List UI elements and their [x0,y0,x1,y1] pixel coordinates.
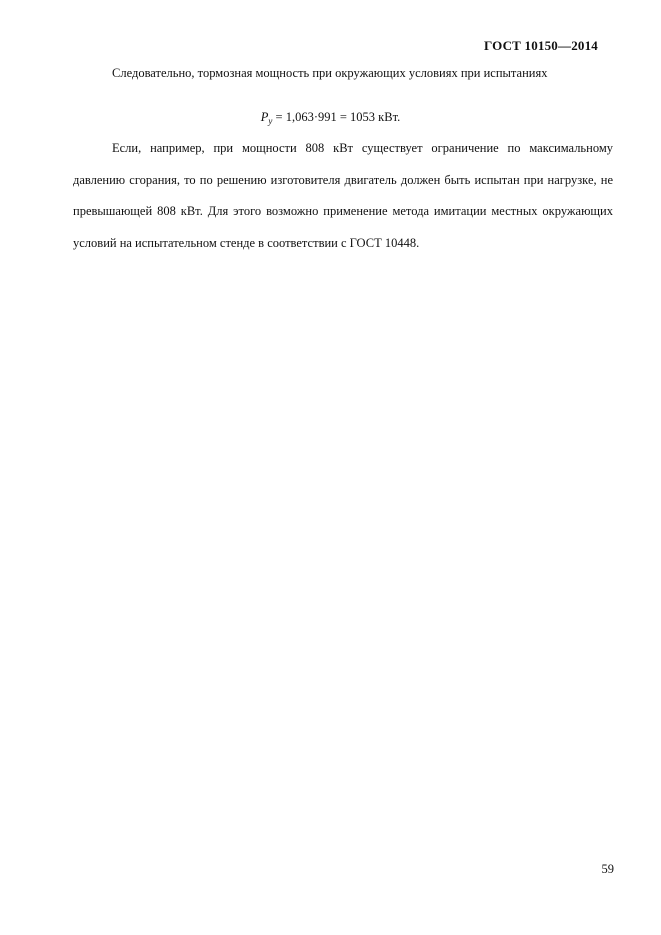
intro-line: Следовательно, тормозная мощность при окружающих условиях при испытаниях [112,66,548,80]
formula-expression: = 1,063·991 = 1053 кВт. [272,110,401,124]
body-paragraph: Если, например, при мощности 808 кВт существует ограничение по максимальному давлению сгорания, то по решению изготовителя двигатель должен быть испытан при нагрузке, не превышающей 808 кВт. Для этого возможно применение метода имитации местных окружающих условий на испытательном стенде в соответствии с ГОСТ 10448. [73,141,613,250]
page-number: 59 [601,862,614,876]
formula-subscript: y [268,116,273,126]
standard-code-header: ГОСТ 10150—2014 [483,38,598,53]
formula-symbol: P [260,110,269,124]
power-formula [0,103,661,135]
